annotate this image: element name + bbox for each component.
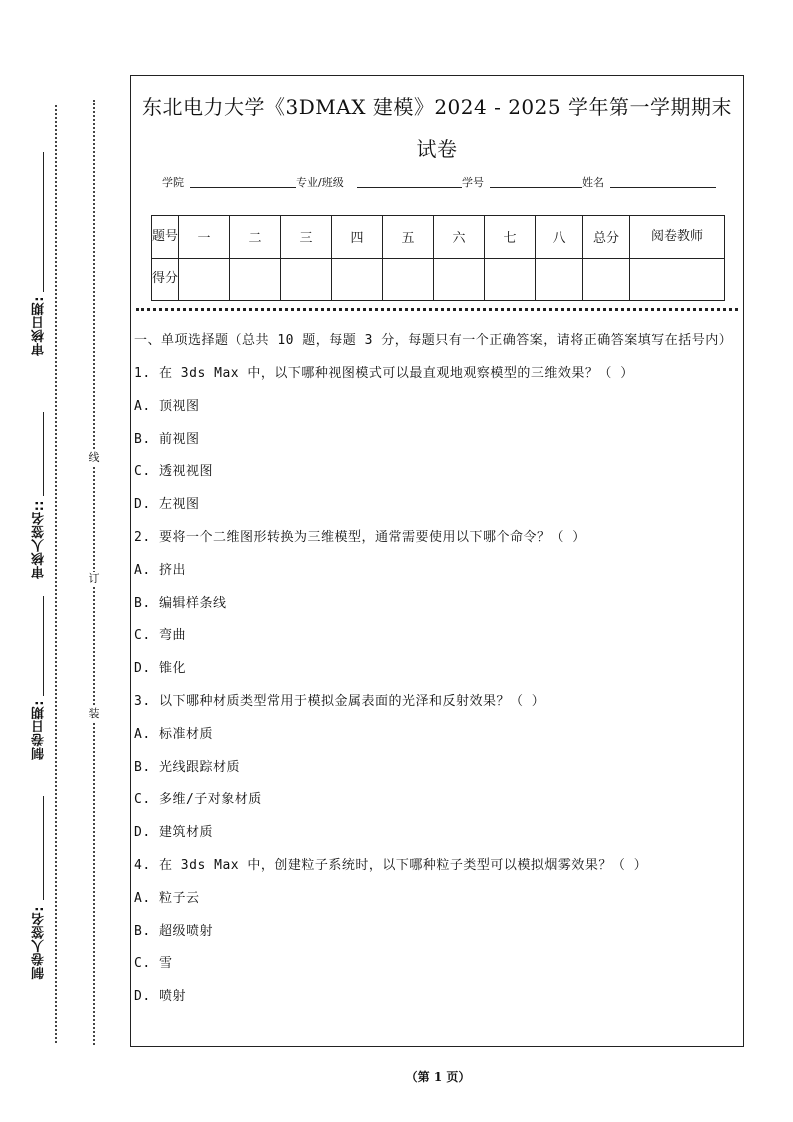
answer-option: B. 光线跟踪材质: [134, 759, 240, 775]
score-col-total: 总分: [583, 216, 630, 259]
score-cell[interactable]: [179, 258, 230, 301]
score-col-1: 一: [179, 216, 230, 259]
binding-sidebar: [0, 0, 128, 1122]
student-id-field[interactable]: [490, 187, 582, 188]
question-text: 2. 要将一个二维图形转换为三维模型，通常需要使用以下哪个命令？（ ）: [134, 529, 586, 545]
score-cell[interactable]: [383, 258, 434, 301]
name-label: 姓名: [582, 176, 604, 189]
score-table-header-row: [152, 216, 725, 259]
header-separator: [136, 308, 738, 311]
score-col-4: 四: [332, 216, 383, 259]
binding-mark-fold: 装: [88, 707, 100, 720]
score-col-2: 二: [230, 216, 281, 259]
college-label: 学院: [162, 176, 184, 189]
score-col-3: 三: [281, 216, 332, 259]
college-field[interactable]: [190, 187, 296, 188]
answer-option: C. 雪: [134, 956, 173, 972]
answer-option: C. 弯曲: [134, 628, 186, 644]
exam-title: 东北电力大学《3DMAX 建模》2024 - 2025 学年第一学期期末试卷: [142, 95, 732, 161]
score-cell-total[interactable]: [583, 258, 630, 301]
score-table: [151, 215, 725, 301]
review-date-label: 审核日期:: [32, 296, 47, 356]
answer-option: A. 粒子云: [134, 890, 200, 906]
score-col-8: 八: [536, 216, 583, 259]
review-date-underline: [43, 152, 44, 292]
prepare-date-label: 制卷日期:: [32, 700, 47, 760]
binding-mark-order: 订: [88, 572, 100, 585]
answer-option: D. 锥化: [134, 661, 186, 677]
score-row-label: 得分: [152, 258, 179, 301]
question-text: 4. 在 3ds Max 中，创建粒子系统时，以下哪种粒子类型可以模拟烟雾效果？（ ）: [134, 857, 648, 873]
student-info-row: [162, 172, 722, 192]
binding-mark-line: 线: [88, 451, 100, 464]
score-col-6: 六: [434, 216, 485, 259]
reviewer-signature-underline: [43, 412, 44, 496]
answer-option: B. 前视图: [134, 431, 200, 447]
answer-option: B. 超级喷射: [134, 923, 213, 939]
answer-option: C. 透视视图: [134, 464, 213, 480]
score-col-grader: 阅卷教师: [630, 216, 725, 259]
score-table-score-row: [152, 258, 725, 301]
question-number-label: 题号: [152, 216, 179, 259]
preparer-signature-label: 制卷人签名:: [32, 906, 47, 980]
major-class-label: 专业/班级: [296, 176, 344, 189]
score-cell[interactable]: [281, 258, 332, 301]
score-col-5: 五: [383, 216, 434, 259]
question-text: 3. 以下哪种材质类型常用于模拟金属表面的光泽和反射效果？（ ）: [134, 693, 546, 709]
answer-option: A. 挤出: [134, 562, 186, 578]
score-cell[interactable]: [536, 258, 583, 301]
answer-option: D. 喷射: [134, 989, 186, 1005]
page-number: （第 1 页）: [405, 1070, 471, 1084]
reviewer-signature-label: 审核人签名::: [32, 500, 47, 579]
answer-option: D. 左视图: [134, 497, 200, 513]
score-cell[interactable]: [434, 258, 485, 301]
score-cell[interactable]: [485, 258, 536, 301]
answer-option: B. 编辑样条线: [134, 595, 227, 611]
score-cell-grader[interactable]: [630, 258, 725, 301]
score-cell[interactable]: [332, 258, 383, 301]
exam-content: [134, 330, 739, 1014]
preparer-signature-underline: [43, 796, 44, 900]
student-id-label: 学号: [462, 176, 484, 189]
question-text: 1. 在 3ds Max 中，以下哪种视图模式可以最直观地观察模型的三维效果？（ ）: [134, 366, 634, 381]
section-heading: 一、单项选择题（总共 10 题，每题 3 分，每题只有一个正确答案，请将正确答案填写在括号内）: [134, 333, 733, 348]
major-class-field[interactable]: [357, 187, 462, 188]
answer-option: D. 建筑材质: [134, 825, 213, 841]
prepare-date-underline: [43, 596, 44, 696]
score-cell[interactable]: [230, 258, 281, 301]
score-col-7: 七: [485, 216, 536, 259]
name-field[interactable]: [610, 187, 716, 188]
outer-dotted-line: [55, 105, 57, 1043]
answer-option: A. 顶视图: [134, 398, 200, 414]
answer-option: A. 标准材质: [134, 726, 213, 742]
answer-option: C. 多维/子对象材质: [134, 792, 262, 808]
